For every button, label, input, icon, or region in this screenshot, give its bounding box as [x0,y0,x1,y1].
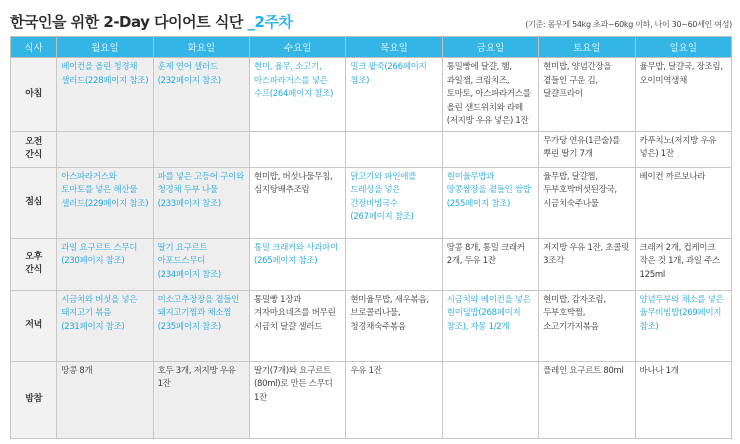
row-label-lunch [11,167,57,238]
page-title-week: _2주차 [247,13,293,31]
cell-pmsnack-wed: 통밀 크래커와 사과파이(265페이지 참조) [249,238,345,290]
cell-amsnack-thu [346,131,442,167]
cell-pmsnack-fri: 땅콩 8개, 통밀 크래커 2개, 두유 1잔 [442,238,538,290]
row-label-text: 저녁 [25,319,42,330]
row-label-night-snack [11,361,57,438]
header-tuesday: 화요일 [153,37,249,58]
page-title-main: 한국인을 위한 2-Day 다이어트 식단 [10,13,248,31]
cell-dinner-sun: 양념두부와 채소를 넣은 율무비빔밥(269페이지 참조) [635,290,731,361]
row-lunch [11,167,732,238]
row-label-dinner [11,290,57,361]
row-label-text: 오후 간식 [25,251,42,275]
cell-night-mon: 땅콩 8개 [57,361,153,438]
cell-amsnack-sat: 무가당 연유(1큰술)를 뿌린 딸기 7개 [539,131,635,167]
cell-breakfast-wed: 현미, 율무, 소고기, 아스파라거스를 넣은 수프(264페이지 참조) [249,58,345,132]
row-label-morning-snack [11,131,57,167]
cell-breakfast-sat: 현미밥, 양념간장을 곁들인 구운 김, 달걀프라이 [539,58,635,132]
row-dinner [11,290,732,361]
cell-breakfast-sun: 율무밥, 달걀국, 장조림, 오이미역생채 [635,58,731,132]
cell-pmsnack-tue: 딸기 요구르트 아포드스무디(234페이지 참조) [153,238,249,290]
row-label-text: 밤참 [25,393,42,404]
cell-breakfast-fri: 통밀빵에 달걀, 햄, 과일잼, 크림치즈, 토마토, 아스파라거스를 올린 샌드위치와 라떼(저지방 우유 넣은) 1잔 [442,58,538,132]
title-row [10,8,732,34]
cell-dinner-thu: 현미율무밥, 새우볶음, 브로콜리나물, 청경채숙주볶음 [346,290,442,361]
cell-breakfast-thu: 밀크 팥죽(266페이지 참조) [346,58,442,132]
cell-lunch-wed: 현미밥, 버섯나물무침, 심지탕배추조림 [249,167,345,238]
header-row [11,37,732,58]
cell-breakfast-mon: 베이컨을 올린 청경채 샐러드(228페이지 참조) [57,58,153,132]
header-sunday: 일요일 [635,37,731,58]
cell-lunch-tue: 파를 넣은 고등어 구이와 청경채 두부 나물(233페이지 참조) [153,167,249,238]
cell-breakfast-tue: 훈제 연어 샐러드(232페이지 참조) [153,58,249,132]
cell-lunch-fri: 현미율무밥과 땅콩쌈장을 곁들인 쌈밥(255페이지 참조) [442,167,538,238]
cell-lunch-sat: 율무밥, 달걀찜, 두부호박버섯된장국, 시금치숙주나물 [539,167,635,238]
cell-dinner-tue: 미소고추장장을 곁들인 돼지고기찜과 채소찜(235페이지 참조) [153,290,249,361]
cell-night-wed: 딸기(7개)와 요구르트(80ml)로 만든 스무디 1잔 [249,361,345,438]
cell-night-fri [442,361,538,438]
cell-amsnack-wed [249,131,345,167]
header-saturday: 토요일 [539,37,635,58]
row-label-afternoon-snack [11,238,57,290]
cell-amsnack-mon [57,131,153,167]
cell-dinner-wed: 통밀빵 1장과 겨자마요네즈를 버무린 시금치 달걀 샐러드 [249,290,345,361]
criteria-note: (기준: 몸무게 54kg 초과~60kg 이하, 나이 30~60세인 여성) [525,20,732,29]
diet-table [10,36,732,439]
row-label-text: 점심 [25,196,42,207]
row-label-text: 아침 [25,88,42,99]
cell-lunch-sun: 베이컨 까르보나라 [635,167,731,238]
cell-dinner-fri: 시금치와 베이컨을 넣은 현미덮밥(268페이지 참조), 자몽 1/2개 [442,290,538,361]
cell-dinner-mon: 시금치와 버섯을 넣은 돼지고기 볶음(231페이지 참조) [57,290,153,361]
header-wednesday: 수요일 [249,37,345,58]
page-title [10,11,292,32]
cell-pmsnack-sat: 저지방 우유 1잔, 초콜릿 3조각 [539,238,635,290]
row-morning-snack [11,131,732,167]
cell-amsnack-sun: 카푸치노(저지방 우유 넣은) 1잔 [635,131,731,167]
row-label-breakfast [11,58,57,132]
cell-dinner-sat: 현미밥, 감자조림, 두부호박찜, 소고기가지볶음 [539,290,635,361]
header-meal: 식사 [11,37,57,58]
row-night-snack [11,361,732,438]
cell-night-thu: 우유 1잔 [346,361,442,438]
cell-amsnack-fri [442,131,538,167]
cell-night-sat: 플레인 요구르트 80ml [539,361,635,438]
row-breakfast [11,58,732,132]
cell-night-sun: 바나나 1개 [635,361,731,438]
header-thursday: 목요일 [346,37,442,58]
cell-pmsnack-thu [346,238,442,290]
row-label-text: 오전 간식 [25,136,42,160]
header-monday: 월요일 [57,37,153,58]
cell-pmsnack-sun: 크래커 2개, 컵케이크 작은 것 1개, 과일 주스 125ml [635,238,731,290]
cell-lunch-mon: 아스파라거스와 토마토를 넣은 해산물 샐러드(229페이지 참조) [57,167,153,238]
cell-pmsnack-mon: 과일 요구르트 스무디(230페이지 참조) [57,238,153,290]
cell-night-tue: 호두 3개, 저지방 우유 1잔 [153,361,249,438]
header-friday: 금요일 [442,37,538,58]
cell-lunch-thu: 닭고기와 파인애플 드레싱을 넣은 간장비빔국수(267페이지 참조) [346,167,442,238]
cell-amsnack-tue [153,131,249,167]
row-afternoon-snack [11,238,732,290]
